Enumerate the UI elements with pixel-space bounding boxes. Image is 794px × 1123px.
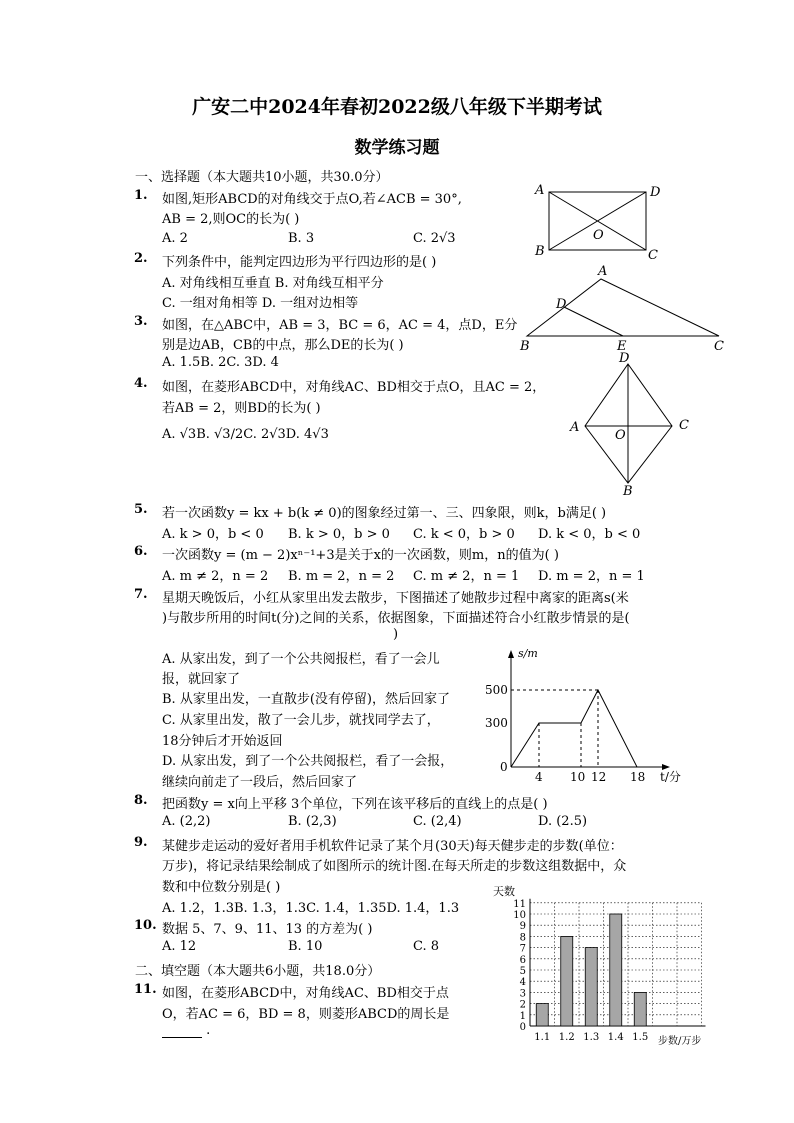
chart-category-label: 1.4 [607,1032,624,1043]
q2-stem: 下列条件中，能判定四边形为平行四边形的是( ) [162,255,437,270]
q7-stem-line2: )与散步所用的时间t(分)之间的关系，依据图象，下面描述符合小红散步情景的是( [162,611,630,626]
q8-option-c: C. (2,4) [413,814,462,829]
q7-number: 7. [134,587,148,602]
chart-y-tick-label: 9 [519,921,526,933]
q7-option-a-line2: 报，就回家了 [162,672,241,687]
q4-stem-line1: 如图，在菱形ABCD中，对角线AC、BD相交于点O，且AC = 2， [162,380,546,395]
label-d: D [556,297,567,312]
q1-option-b: B. 3 [288,231,315,246]
q7-option-d-line1: D. 从家出发，到了一个公共阅报栏，看了一会报， [162,754,454,769]
q8-stem: 把函数y = x向上平移 3个单位，下列在该平移后的直线上的点是( ) [162,797,548,812]
x-tick-18: 18 [630,770,646,784]
x-tick-12: 12 [591,770,607,784]
chart-y-tick-label: 10 [513,910,526,921]
q7-option-c-line1: C. 从家里出发，散了一会儿步，就找同学去了， [162,713,440,728]
q5-option-c: C. k < 0，b > 0 [413,527,515,542]
q11-stem-line1: 如图，在菱形ABCD中，对角线AC、BD相交于点 [162,986,449,1001]
chart-y-tick-label: 11 [513,898,526,910]
q6-option-b: B. m = 2，n = 2 [288,569,395,584]
q6-option-c: C. m ≠ 2，n = 1 [413,569,520,584]
q6-stem: 一次函数y = (m − 2)xⁿ⁻¹+3是关于x的一次函数，则m，n的值为( ) [162,548,559,563]
q9-stem-line2: 万步)，将记录结果绘制成了如图所示的统计图.在每天所走的步数这组数据中，众 [162,859,627,874]
y-tick-500: 500 [485,683,508,697]
page-subtitle: 数学练习题 [354,138,440,158]
q5-option-a: A. k > 0，b < 0 [162,527,264,542]
label-b: B [535,244,545,259]
q6-option-a: A. m ≠ 2，n = 2 [162,569,269,584]
segment-de [564,307,623,336]
label-d: D [650,185,661,200]
q11-stem-line2: O，若AC = 6，BD = 8，则菱形ABCD的周长是 [162,1007,450,1022]
q8-option-a: A. (2,2) [162,814,211,829]
chart-y-tick-label: 5 [519,966,526,977]
q9-stem-line3: 数和中位数分别是( ) [162,880,281,895]
q11-period: . [206,1023,211,1038]
chart-bar [634,992,646,1026]
q4-options: A. √3B. √3/2C. 2√3D. 4√3 [162,427,329,442]
y-tick-300: 300 [485,716,508,730]
q1-stem-line2: AB = 2,则OC的长为( ) [162,212,300,227]
label-a: A [598,264,608,279]
chart-bar [585,948,597,1026]
chart-x-label: 步数/万步 [658,1036,702,1047]
page-title: 广安二中2024年春初2022级八年级下半期考试 [192,96,602,118]
q7-option-b: B. 从家里出发，一直散步(没有停留)，然后回家了 [162,692,450,707]
chart-bar [561,936,573,1026]
chart-category-label: 1.5 [632,1032,649,1043]
q1-number: 1. [134,188,148,203]
q4-number: 4. [134,376,148,391]
section-heading-choice: 一、选择题（本大题共10小题，共30.0分） [135,170,389,185]
chart-bar [536,1004,548,1026]
x-axis-label: t/分 [660,770,681,784]
q5-number: 5. [134,502,148,517]
q2-options-ab: A. 对角线相互垂直 B. 对角线互相平分 [162,276,384,291]
q3-options: A. 1.5B. 2C. 3D. 4 [162,355,279,370]
q3-stem-line1: 如图，在△ABC中，AB = 3，BC = 6，AC = 4，点D，E分 [162,318,518,333]
chart-y-tick-label: 6 [519,954,526,966]
q1-option-c: C. 2√3 [413,231,456,246]
q7-option-c-line2: 18分钟后才开始返回 [162,734,283,749]
chart-category-label: 1.3 [583,1032,600,1043]
chart-y-tick-label: 3 [519,988,526,1000]
q7-option-a-line1: A. 从家出发，到了一个公共阅报栏，看了一会儿 [162,652,440,667]
label-c: C [679,418,689,433]
q6-option-d: D. m = 2，n = 1 [538,569,645,584]
label-e: E [617,339,627,354]
answer-blank [162,1025,202,1038]
chart-category-label: 1.2 [558,1032,575,1043]
label-b: B [520,339,530,354]
chart-bar [610,914,622,1026]
bar-chart-steps [488,880,718,1050]
chart-y-tick-label: 1 [519,1010,526,1022]
q3-number: 3. [134,314,148,329]
q11-number: 11. [134,982,157,997]
y-axis-label: s/m [518,647,538,660]
label-d: D [619,351,630,366]
q1-stem-line1: 如图,矩形ABCD的对角线交于点O,若∠ACB = 30°, [162,192,462,207]
q5-option-b: B. k > 0，b > 0 [288,527,390,542]
label-a: A [535,183,545,198]
origin-label: 0 [500,760,508,774]
q7-option-d-line2: 继续向前走了一段后，然后回家了 [162,775,358,790]
q10-stem: 数据 5、7、9、11、13 的方差为( ) [162,922,373,937]
q2-options-cd: C. 一组对角相等 D. 一组对边相等 [162,296,359,311]
chart-y-label: 天数 [493,885,515,898]
label-c: C [714,339,724,354]
figure-rectangle-abcd [530,180,670,265]
chart-y-tick-label: 4 [519,977,526,989]
x-tick-4: 4 [535,770,543,784]
label-o: O [593,228,604,243]
chart-y-tick-label: 0 [519,1022,526,1033]
q8-option-b: B. (2,3) [288,814,337,829]
q6-number: 6. [134,544,148,559]
chart-y-tick-label: 2 [519,999,526,1011]
distance-curve [511,690,637,767]
q11-answer-line [162,1023,210,1038]
label-a: A [570,420,580,435]
chart-y-tick-label: 7 [519,943,526,955]
q3-stem-line2: 别是边AB，CB的中点，那么DE的长为( ) [162,338,404,353]
q5-stem: 若一次函数y = kx + b(k ≠ 0)的图象经过第一、三、四象限，则k，b满足( ) [162,506,607,521]
q5-option-d: D. k < 0，b < 0 [538,527,641,542]
q10-option-c: C. 8 [413,939,440,954]
label-c: C [648,248,658,263]
q9-number: 9. [134,835,148,850]
q10-number: 10. [134,918,157,933]
q8-number: 8. [134,793,148,808]
chart-y-tick-label: 8 [519,932,526,944]
section-heading-fill: 二、填空题（本大题共6小题，共18.0分） [135,964,381,979]
q7-stem-line1: 星期天晚饭后，小红从家里出发去散步，下图描述了她散步过程中离家的距离s(米 [162,591,629,606]
label-b: B [623,484,633,498]
chart-category-label: 1.1 [534,1032,551,1043]
q4-stem-line2: 若AB = 2，则BD的长为( ) [162,401,321,416]
graph-distance-time [480,640,690,785]
q10-option-b: B. 10 [288,939,323,954]
x-tick-10: 10 [570,770,586,784]
q2-number: 2. [134,251,148,266]
y-axis-arrow [508,650,514,658]
q7-stem-line3: ) [393,627,399,642]
q8-option-d: D. (2.5) [538,814,588,829]
q1-option-a: A. 2 [162,231,188,246]
figure-rhombus-abcd [565,350,695,498]
figure-triangle-abc [515,262,735,354]
q10-option-a: A. 12 [162,939,197,954]
q9-stem-line1: 某健步走运动的爱好者用手机软件记录了某个月(30天)每天健步走的步数(单位： [162,839,623,854]
q9-options: A. 1.2，1.3B. 1.3，1.3C. 1.4，1.35D. 1.4，1.3 [162,901,460,916]
label-o: O [615,428,626,443]
